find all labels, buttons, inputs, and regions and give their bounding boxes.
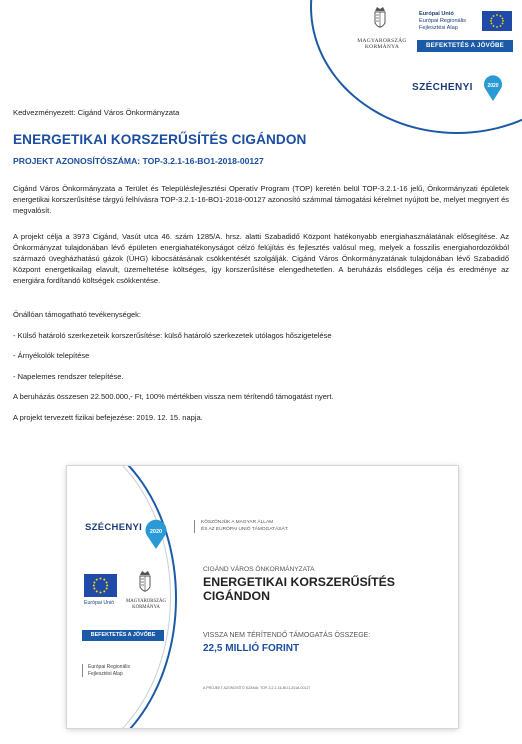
beneficiary-line: Kedvezményezett: Cigánd Város Önkormányzata — [13, 108, 180, 117]
paragraph-funding: A beruházás összesen 22.500.000,- Ft, 100% mértékben vissza nem térítendő támogatást nyert. — [13, 392, 334, 401]
hungarian-government-label: MAGYARORSZÁG KORMÁNYA — [126, 599, 166, 610]
billboard-title: ENERGETIKAI KORSZERŰSÍTÉS CIGÁNDON — [203, 575, 395, 603]
billboard-thanks-note: KÖSZÖNJÜK A MAGYAR ÁLLAM ÉS AZ EURÓPAI UNIÓ TÁMOGATÁSÁT. — [194, 520, 288, 533]
szechenyi-logo-text: SZÉCHENYI — [412, 82, 473, 93]
billboard-grant-label: VISSZA NEM TÉRÍTENDŐ TÁMOGATÁS ÖSSZEGE: — [203, 632, 371, 639]
billboard-grant-amount: 22,5 MILLIÓ FORINT — [203, 643, 300, 654]
paragraph-intro: Cigánd Város Önkormányzata a Terület és Településfejlesztési Operatív Program (TOP) keretén belül TOP-3.2.1-16 jelű, Önkormányzati épületek energetikai korszerűsítése tárgyú felhívásra TOP-3.2.1-16-BO1-2018-00127 azonosító számmal támogatási kérelmet nyújtott be, melyet megnyert és megvalósít. — [13, 184, 509, 215]
eu-flag-icon — [84, 574, 117, 597]
hungarian-coat-of-arms-icon — [371, 6, 389, 32]
erdf-label: Európai Regionális Fejlesztési Alap — [82, 664, 130, 677]
szechenyi-pin-icon — [482, 74, 504, 102]
billboard-arc-decoration — [67, 466, 177, 728]
project-id-heading: PROJEKT AZONOSÍTÓSZÁMA: TOP-3.2.1-16-BO1-2018-00127 — [13, 156, 264, 166]
activities-heading: Önállóan támogatható tevékenységek: — [13, 310, 142, 319]
svg-text:2020: 2020 — [149, 529, 163, 535]
activity-item: - Napelemes rendszer telepítése. — [13, 372, 124, 381]
billboard-project-id: A PROJEKT AZONOSÍTÓ SZÁMA: TOP-3.2.1-16-BO1-2018-00127 — [203, 686, 311, 690]
paragraph-project-goal: A projekt célja a 3973 Cigánd, Vasút utca 46. szám 1285/A. hrsz. alatti Szabadidő Központ hatékonyabb energiahasználatának elősegítése. Az Önkormányzat tulajdonában lévő épületen energiahatékonyságot célzó felújítás és fejlesztés valósul meg, melyek a fosszilis energiahordozókból származó üvegházhatású gázok (ÜHG) kibocsátásának csökkentését szolgálják. Cigánd Város Önkormányzatának tulajdonában lévő Szabadidő Központ energetikailag elavult, üzemeltetése költséges, így korszerűsítése elengedhetetlen. A beruházás elsődleges célja és eredménye az energiára fordítandó költségek csökkentése. — [13, 232, 509, 285]
activity-item: - Külső határoló szerkezeteik korszerűsítése: külső határoló szerkezetek utólagos hőszigetelése — [13, 331, 332, 340]
project-billboard — [67, 466, 458, 728]
eu-label: Európai Unió — [84, 600, 114, 606]
investing-in-future-badge: BEFEKTETÉS A JÖVŐBE — [82, 630, 164, 641]
hungarian-coat-of-arms-icon — [136, 570, 154, 596]
eu-flag-icon — [482, 11, 512, 31]
billboard-szechenyi-logo-text: SZÉCHENYI — [85, 522, 143, 533]
svg-text:2020: 2020 — [487, 83, 499, 89]
szechenyi-pin-icon — [143, 518, 169, 550]
investing-in-future-badge: BEFEKTETÉS A JÖVŐBE — [417, 40, 513, 52]
billboard-beneficiary: CIGÁND VÁROS ÖNKORMÁNYZATA — [203, 566, 315, 573]
activity-item: - Árnyékolók telepítése — [13, 351, 90, 360]
document-title: ENERGETIKAI KORSZERŰSÍTÉS CIGÁNDON — [13, 132, 307, 147]
hungarian-government-label: MAGYARORSZÁG KORMÁNYA — [357, 38, 407, 50]
paragraph-completion-date: A projekt tervezett fizikai befejezése: 2019. 12. 15. napja. — [13, 413, 203, 422]
eu-fund-label: Európai Unió Európai Regionális Fejlesztési Alap — [419, 11, 466, 31]
